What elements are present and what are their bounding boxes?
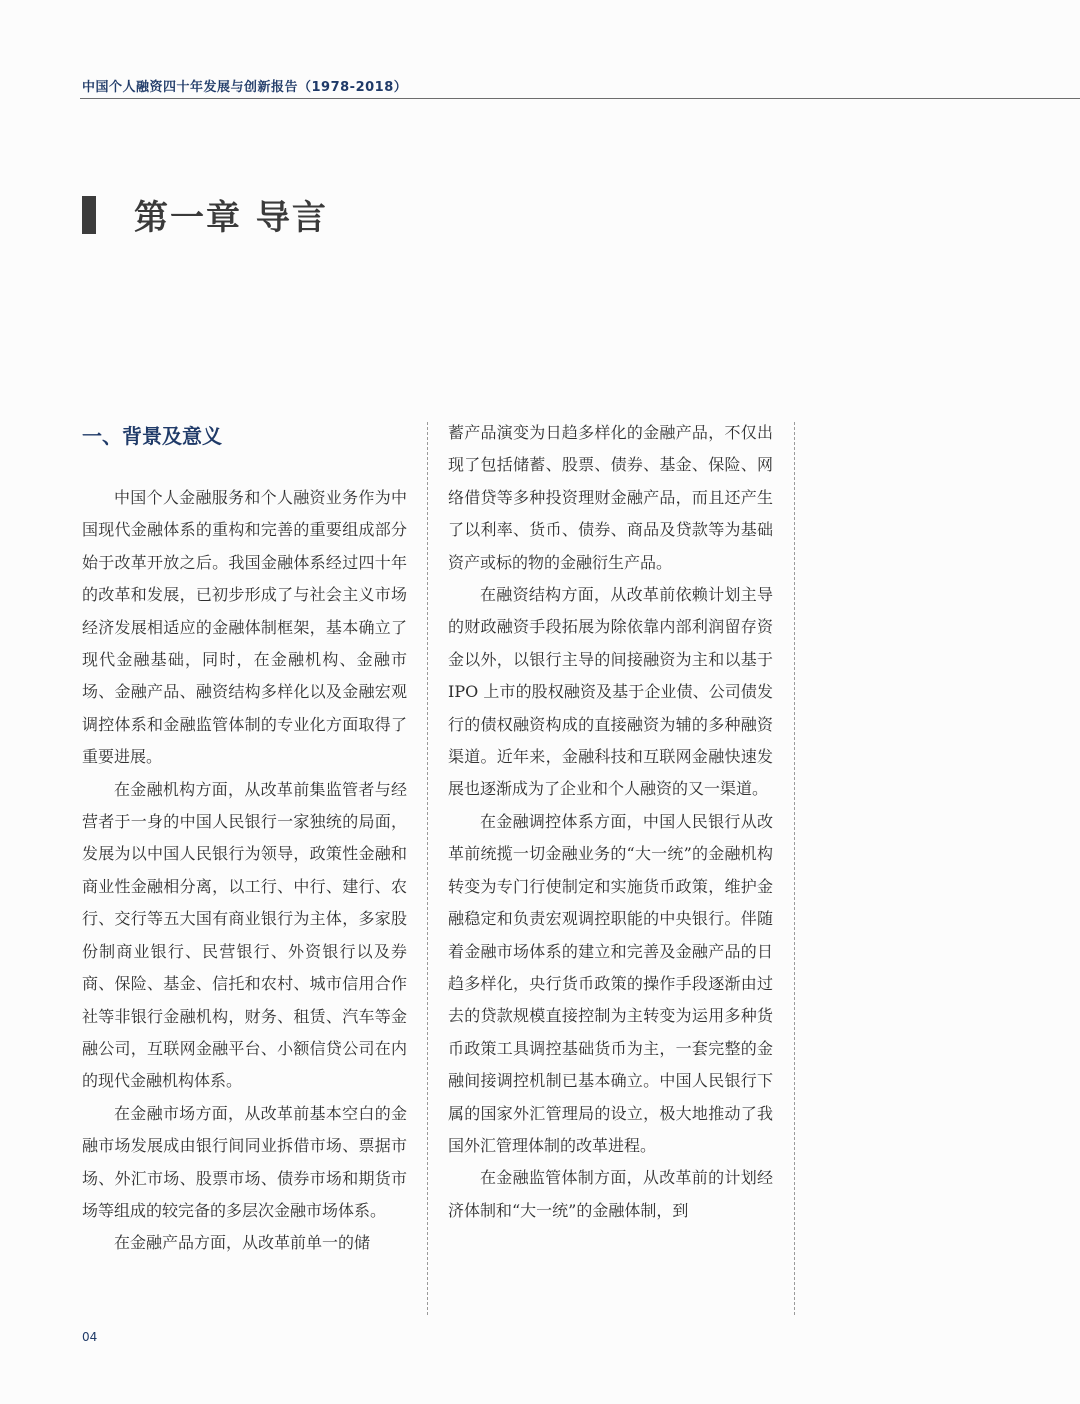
column-divider	[427, 422, 428, 1315]
paragraph: 在金融机构方面，从改革前集监管者与经营者于一身的中国人民银行一家独统的局面，发展为以中国人民银行为领导，政策性金融和商业性金融相分离，以工行、中行、建行、农行、交行等五大国有商业银行为主体，多家股份制商业银行、民营银行、外资银行以及券商、保险、基金、信托和农村、城市信用合作社等非银行金融机构，财务、租赁、汽车等金融公司，互联网金融平台、小额信贷公司在内的现代金融机构体系。	[82, 779, 407, 1091]
right-text-column	[448, 417, 773, 1227]
column-divider-right	[794, 422, 795, 1315]
paragraph: 在金融监管体制方面，从改革前的计划经济体制和“大一统”的金融体制，到	[448, 1168, 773, 1220]
left-text-column	[82, 482, 407, 1260]
paragraph: 在金融调控体系方面，中国人民银行从改革前统揽一切金融业务的“大一统”的金融机构转变为专门行使制定和实施货币政策，维护金融稳定和负责宏观调控职能的中央银行。伴随着金融市场体系的建立和完善及金融产品的日趋多样化，央行货币政策的操作手段逐渐由过去的贷款规模直接控制为主转变为运用多种货币政策工具调控基础货币为主，一套完整的金融间接调控机制已基本确立。中国人民银行下属的国家外汇管理局的设立，极大地推动了我国外汇管理体制的改革进程。	[448, 811, 773, 1155]
paragraph: 中国个人金融服务和个人融资业务作为中国现代金融体系的重构和完善的重要组成部分始于改革开放之后。我国金融体系经过四十年的改革和发展，已初步形成了与社会主义市场经济发展相适应的金融体制框架，基本确立了现代金融基础，同时，在金融机构、金融市场、金融产品、融资结构多样化以及金融宏观调控体系和金融监管体制的专业化方面取得了重要进展。	[82, 488, 407, 767]
chapter-title: 第一章 导言	[134, 198, 328, 238]
running-header: 中国个人融资四十年发展与创新报告（1978-2018）	[82, 80, 408, 95]
page-number: 04	[82, 1330, 98, 1344]
chapter-marker-bar	[82, 196, 96, 234]
paragraph: 在融资结构方面，从改革前依赖计划主导的财政融资手段拓展为除依靠内部利润留存资金以外，以银行主导的间接融资为主和以基于 IPO 上市的股权融资及基于企业债、公司债发行的债权融资构成的直接融资为辅的多种融资渠道。近年来，金融科技和互联网金融快速发展也逐渐成为了企业和个人融资的又一渠道。	[448, 585, 773, 799]
paragraph-continued: 蓄产品演变为日趋多样化的金融产品，不仅出现了包括储蓄、股票、债券、基金、保险、网络借贷等多种投资理财金融产品，而且还产生了以利率、货币、债券、商品及贷款等为基础资产或标的物的金融衍生产品。	[448, 423, 773, 572]
paragraph: 在金融市场方面，从改革前基本空白的金融市场发展成由银行间同业拆借市场、票据市场、外汇市场、股票市场、债券市场和期货市场等组成的较完备的多层次金融市场体系。	[82, 1103, 407, 1220]
header-rule	[80, 98, 1080, 99]
section-heading: 一、背景及意义	[82, 424, 222, 448]
paragraph: 在金融产品方面，从改革前单一的储	[114, 1233, 371, 1253]
